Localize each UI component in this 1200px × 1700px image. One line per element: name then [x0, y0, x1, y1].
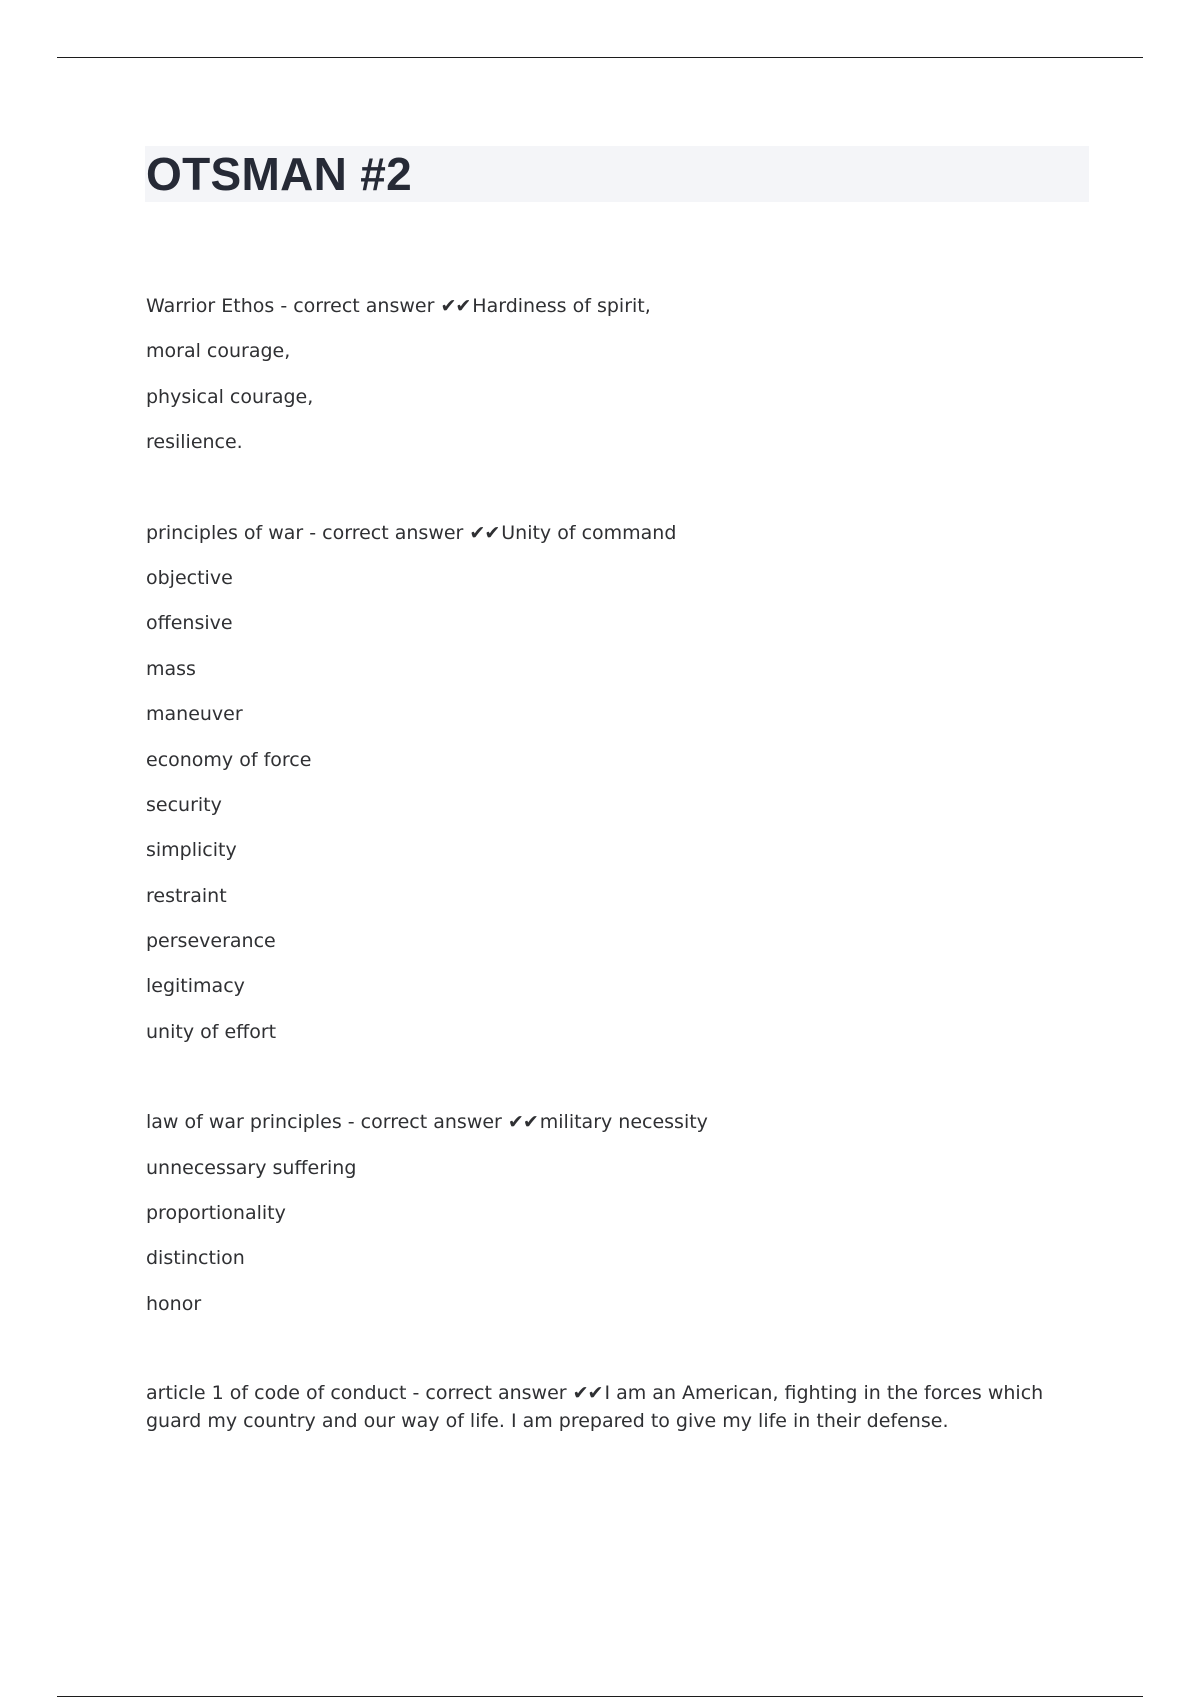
question-term: article 1 of code of conduct	[146, 1382, 407, 1405]
answer-line: objective	[146, 566, 233, 589]
question-term: law of war principles	[146, 1111, 342, 1134]
question-line	[146, 518, 1094, 563]
answer-line: distinction	[146, 1247, 245, 1270]
answer-line: offensive	[146, 612, 233, 635]
document-body	[146, 291, 1094, 1480]
answer-line: restraint	[146, 884, 227, 907]
answer-separator: - correct answer	[274, 295, 441, 317]
bottom-rule	[57, 1696, 1143, 1697]
double-check-icon: ✔✔	[572, 1382, 603, 1405]
answer-line: physical courage,	[146, 385, 314, 408]
answer-line: moral courage,	[146, 340, 291, 363]
question-term: Warrior Ethos	[146, 295, 275, 317]
answer-text: Hardiness of spirit,	[472, 295, 651, 317]
double-check-icon: ✔✔	[469, 521, 500, 544]
qa-entry-code-of-conduct-article-1	[146, 1379, 1094, 1435]
answer-line: mass	[146, 657, 196, 680]
answer-line: unity of effort	[146, 1020, 277, 1043]
answer-text: I am an American, fighting in the forces which guard my country and our way of life. I am prepared to give my life in their defense.	[146, 1382, 1044, 1433]
qa-entry-warrior-ethos	[146, 291, 1094, 473]
answer-line: proportionality	[146, 1202, 286, 1225]
answer-line: unnecessary suffering	[146, 1156, 357, 1179]
answer-separator: - correct answer	[406, 1382, 573, 1405]
question-term: principles of war	[146, 521, 304, 544]
page-title: OTSMAN #2	[146, 148, 412, 200]
answer-line: simplicity	[146, 839, 237, 862]
answer-separator: - correct answer	[303, 521, 470, 544]
qa-entry-principles-of-war	[146, 518, 1094, 1063]
answer-line: security	[146, 793, 222, 816]
answer-line: resilience.	[146, 431, 243, 454]
double-check-icon: ✔✔	[507, 1111, 538, 1134]
question-line	[146, 1379, 1094, 1435]
answer-line: maneuver	[146, 703, 243, 726]
qa-entry-law-of-war-principles	[146, 1107, 1094, 1334]
answer-separator: - correct answer	[341, 1111, 508, 1134]
question-line	[146, 291, 1094, 336]
top-rule	[57, 57, 1143, 58]
answer-text: military necessity	[539, 1111, 708, 1134]
question-line	[146, 1107, 1094, 1152]
answer-line: legitimacy	[146, 975, 245, 998]
answer-line: economy of force	[146, 748, 312, 771]
answer-line: honor	[146, 1292, 202, 1315]
double-check-icon: ✔✔	[440, 295, 471, 317]
answer-text: Unity of command	[501, 521, 677, 544]
answer-line: perseverance	[146, 930, 276, 953]
